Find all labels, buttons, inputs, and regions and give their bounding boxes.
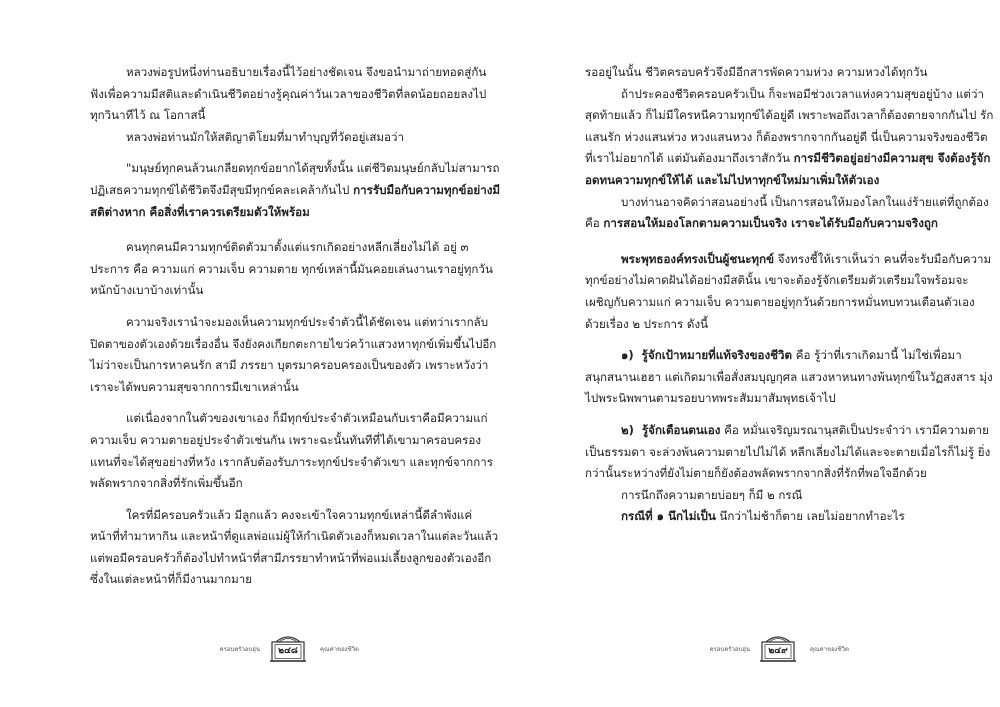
page-number-badge — [266, 630, 310, 664]
text-run: จึงทรงชี้ให้เราเห็นว่า คนที่จะรับมือกับความทุกข์อย่างไม่คาดฝันได้อย่างมีสตินั้น เขาจะต้องรู้จักเตรียมตัวเตรียมใจพร้อมจะเผชิญกับความแก่ ความเจ็บ ความตายอยู่ทุกวันด้วยการหมั่นทบทวนเตือนตัวเองด้วยเรื่อง ๒ ประการ ดังนี้ — [585, 251, 992, 331]
bold-text-run: การมีชีวิตอยู่อย่างมีความสุข จึงต้องรู้จักอดทนความทุกข์ให้ได้ และไม่ไปหาทุกข์ใหม่มาเพิ่มให้ตัวเอง — [585, 151, 991, 187]
text-run: ความจริงเรานำจะมองเห็นความทุกข์ประจำตัวนี้ได้ชัดเจน แต่ทว่าเรากลับปิดตาของตัวเองด้วยเรื่องอื่น จึงยังคงเกียกตะกายไขว่คว้าแสวงหาทุกข์เพิ่มขึ้นไปอีก ไม่ว่าจะเป็นการหาคนรัก สามี ภรรยา บุตรมาครอบครองเป็นของตัว เพราะหวังว่าเราจะได้พบความสุขจากการมีเขาเหล่านั้น — [90, 314, 497, 394]
right-paragraph-1 — [585, 62, 995, 84]
left-paragraph-6 — [90, 408, 500, 494]
numbered-item-1 — [585, 345, 995, 410]
left-page — [90, 62, 500, 591]
text-run: แต่เนื่องจากในตัวของเขาเอง ก็มีทุกข์ประจำตัวเหมือนกับเราคือมีความแก่ ความเจ็บ ความตายอยู่ประจำตัวเช่นกัน เพราะฉะนั้นทันทีที่ได้เขามาครอบครอง แทนที่จะได้สุขอย่างที่หวัง เรากลับต้องรับภาระทุกข์ประจำตัวเขา และทุกข์จากการพลัดพรากจากสิ่งที่รักเพิ่มขึ้นอีก — [90, 411, 493, 491]
right-page — [585, 62, 995, 528]
numbered-item-2 — [585, 420, 995, 485]
text-run: ใครที่มีครอบครัวแล้ว มีลูกแล้ว คงจะเข้าใจความทุกข์เหล่านี้ดีลำพังแค่หน้าที่ทำมาหากิน และหน้าที่ดูแลพ่อแม่ผู้ให้กำเนิดตัวเองก็หมดเวลาในแต่ละวันแล้ว แต่พอมีครอบครัวก็ต้องไปทำหน้าที่สามีภรรยาทำหน้าที่พ่อแม่เลี้ยงลูกของตัวเองอีก ซึ่งในแต่ละหน้าที่ก็มีงานมากมาย — [90, 507, 499, 587]
right-paragraph-7 — [585, 485, 995, 507]
bold-text-run: รู้จักเตือนตนเอง — [641, 422, 721, 437]
text-run: "มนุษย์ทุกคนล้วนเกลียดทุกข์อยากได้สุขทั้งนั้น แต่ชีวิตมนุษย์กลับไม่สามารถปฏิเสธความทุกข์ได้ชีวิตจึงมีสุขมีทุกข์คละเคล้ากันไป — [90, 161, 500, 197]
left-paragraph-2 — [90, 127, 500, 149]
book-label: ครอบครัวอบอุ่น — [709, 646, 750, 653]
text-run: หลวงพ่อท่านมักให้สติญาติโยมที่มาทำบุญที่วัดอยู่เสมอว่า — [126, 129, 405, 144]
text-run: นึกว่าไม่ช้าก็ตาย เลยไม่อยากทำอะไร — [715, 509, 905, 524]
section-label: คุณค่าของชีวิต — [810, 646, 849, 653]
left-paragraph-1 — [90, 62, 500, 127]
bold-text-run: พระพุทธองค์ทรงเป็นผู้ชนะทุกข์ — [621, 251, 775, 266]
text-run: ถ้าประคองชีวิตครอบครัวเป็น ก็จะพอมีช่วงเวลาแห่งความสุขอยู่บ้าง แต่ว่าสุดท้ายแล้ว ก็ไม่มีใครหนีความทุกข์ได้อยู่ดี เพราะพอถึงเวลาก็ต้องตายจากกันไป รักแสนรัก ห่วงแสนห่วง หวงแสนหวง ก็ต้องพรากจากกันอยู่ดี นี่เป็นความจริงของชีวิตที่เราไม่อยากได้ แต่มันต้องมาถึงเราสักวัน — [585, 86, 994, 166]
item-number: ๒) — [621, 422, 634, 437]
page-number: ๒๔๙ — [768, 646, 788, 656]
book-label: ครอบครัวอบอุ่น — [219, 646, 260, 653]
left-page-footer — [170, 630, 410, 670]
text-run: คือ รู้ว่าที่เราเกิดมานี้ ไม่ใช่เพื่อมาสนุกสนานเฮฮา แต่เกิดมาเพื่อสั่งสมบุญกุศล แสวงหาหนทางพ้นทุกข์ในวัฏสงสาร มุ่งไปพระนิพพานตามรอยบาทพระสัมมาสัมพุทธเจ้าไป — [585, 348, 993, 406]
text-run: คนทุกคนมีความทุกข์ติดตัวมาตั้งแต่แรกเกิดอย่างหลีกเลี่ยงไม่ได้ อยู่ ๓ ประการ คือ ความแก่ ความเจ็บ ความตาย ทุกข์เหล่านี้มันคอยเล่นงานเราอยู่ทุกวัน หนักบ้างเบาบ้างเท่านั้น — [90, 240, 493, 298]
section-label: คุณค่าของชีวิต — [320, 646, 359, 653]
bold-text-run: การรับมือกับความทุกข์อย่างมีสติต่างหาก คือสิ่งที่เราควรเตรียมตัวให้พร้อม — [90, 182, 501, 219]
bold-text-run: รู้จักเป้าหมายที่แท้จริงของชีวิต — [641, 348, 793, 363]
item-number: ๑) — [621, 348, 634, 363]
bold-text-run: การสอนให้มองโลกตามความเป็นจริง เราจะได้รับมือกับความจริงถูก — [603, 216, 938, 231]
right-page-footer — [660, 630, 900, 670]
right-paragraph-2 — [585, 84, 995, 192]
right-paragraph-4 — [585, 249, 995, 335]
text-run: หลวงพ่อรูปหนึ่งท่านอธิบายเรื่องนี้ไว้อย่างชัดเจน จึงขอนำมาถ่ายทอดสู่กันฟังเพื่อความมีสติและดำเนินชีวิตอย่างรู้คุณค่าวันเวลาของชีวิตที่ลดน้อยถอยลงไปทุกวินาทีไว้ ณ โอกาสนี้ — [90, 65, 487, 123]
text-run: การนึกถึงความตายบ่อยๆ ก็มี ๒ กรณี — [621, 487, 803, 502]
left-quote-paragraph — [90, 158, 500, 223]
text-run: คือ หมั่นเจริญมรณานุสติเป็นประจำว่า เรามีความตายเป็นธรรมดา จะล่วงพ้นความตายไปไม่ได้ หลีกเลี่ยงไม่ได้และจะตายเมื่อไรก็ไม่รู้ ยิ่งกว่านั้นระหว่างที่ยังไม่ตายก็ยังต้องพลัดพรากจากสิ่งที่รักที่พอใจอีกด้วย — [585, 422, 991, 481]
page-number-badge — [756, 630, 800, 664]
page-number: ๒๔๘ — [278, 646, 298, 656]
left-paragraph-4 — [90, 237, 500, 302]
left-paragraph-5 — [90, 312, 500, 398]
bold-text-run: กรณีที่ ๑ นึกไม่เป็น — [621, 509, 716, 524]
right-paragraph-8 — [585, 506, 995, 528]
right-paragraph-3 — [585, 192, 995, 235]
text-run: รออยู่ในนั้น ชีวิตครอบครัวจึงมีอีกสารพัดความห่วง ความหวงได้ทุกวัน — [585, 65, 928, 79]
left-paragraph-7 — [90, 505, 500, 591]
text-run: บางท่านอาจคิดว่าสอนอย่างนี้ เป็นการสอนให้มองโลกในแง่ร้ายแต่ที่ถูกต้อง คือ — [585, 194, 989, 231]
